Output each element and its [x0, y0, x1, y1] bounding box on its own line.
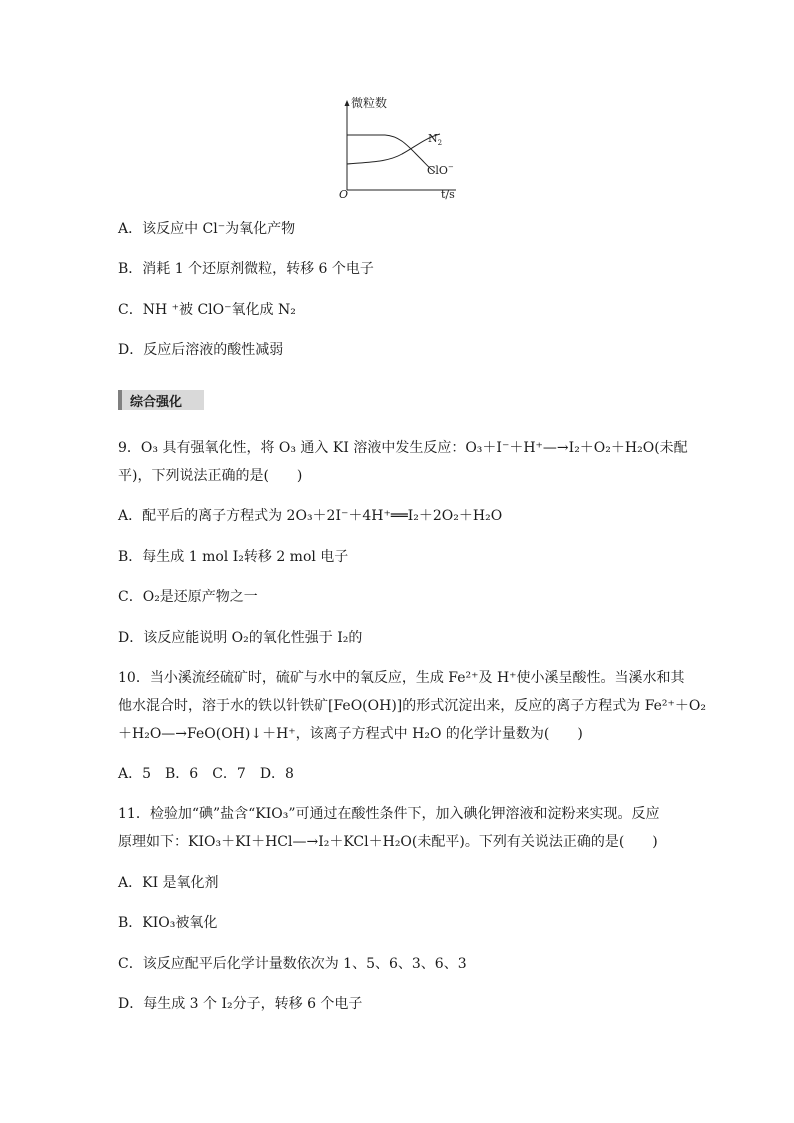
q9-option-a: A．配平后的离子方程式为 2O₃＋2I⁻＋4H⁺══I₂＋2O₂＋H₂O [118, 508, 503, 524]
clo-label: ClO− [427, 163, 454, 177]
q9-option-d: D．该反应能说明 O₂的氧化性强于 I₂的 [118, 630, 363, 646]
y-axis-arrow [345, 100, 350, 106]
clo-curve [347, 135, 435, 172]
q11-option-c: C．该反应配平后化学计量数依次为 1、5、6、3、6、3 [118, 956, 467, 972]
q8-option-c: C．NH ⁺被 ClO⁻氧化成 N₂ [118, 302, 296, 318]
q9-stem-line1: 9．O₃ 具有强氧化性，将 O₃ 通入 KI 溶液中发生反应：O₃＋I⁻＋H⁺—→I₂＋O₂＋H₂O(未配 [118, 440, 688, 456]
q10-options: A．5 B．6 C．7 D．8 [118, 766, 294, 782]
q10-stem-line2: 他水混合时，溶于水的铁以针铁矿[FeO(OH)]的形式沉淀出来，反应的离子方程式为 Fe²⁺＋O₂ [118, 698, 707, 714]
x-axis-label: t/s [441, 188, 455, 201]
q11-option-d: D．每生成 3 个 I₂分子，转移 6 个电子 [118, 996, 363, 1012]
particle-count-graph [330, 92, 470, 202]
origin-label: O [339, 188, 349, 201]
q9-stem-line2: 平)，下列说法正确的是( ) [118, 468, 303, 484]
q9-option-b: B．每生成 1 mol I₂转移 2 mol 电子 [118, 549, 349, 565]
section-title: 综合强化 [130, 395, 183, 410]
q11-stem-line1: 11．检验加“碘”盐含“KIO₃”可通过在酸性条件下，加入碘化钾溶液和淀粉来实现。反应 [118, 806, 660, 822]
q8-option-a: A．该反应中 Cl⁻为氧化产物 [118, 221, 296, 237]
q8-option-d: D．反应后溶液的酸性减弱 [118, 342, 284, 358]
q9-option-c: C．O₂是还原产物之一 [118, 589, 258, 605]
section-header [118, 390, 204, 410]
q10-stem-line1: 10．当小溪流经硫矿时，硫矿与水中的氧反应，生成 Fe²⁺及 H⁺使小溪呈酸性。当溪水和其 [118, 670, 685, 686]
q11-option-a: A．KI 是氧化剂 [118, 875, 219, 891]
n2-curve [347, 132, 443, 164]
y-axis-label: 微粒数 [351, 96, 388, 110]
n2-label: $N_2$ [428, 132, 443, 147]
q11-option-b: B．KIO₃被氧化 [118, 915, 218, 931]
q11-stem-line2: 原理如下：KIO₃＋KI＋HCl—→I₂＋KCl＋H₂O(未配平)。下列有关说法正确的是( ) [118, 834, 658, 850]
q8-option-b: B．消耗 1 个还原剂微粒，转移 6 个电子 [118, 261, 374, 277]
q10-stem-line3: ＋H₂O—→FeO(OH)↓＋H⁺，该离子方程式中 H₂O 的化学计量数为( ) [118, 726, 583, 742]
